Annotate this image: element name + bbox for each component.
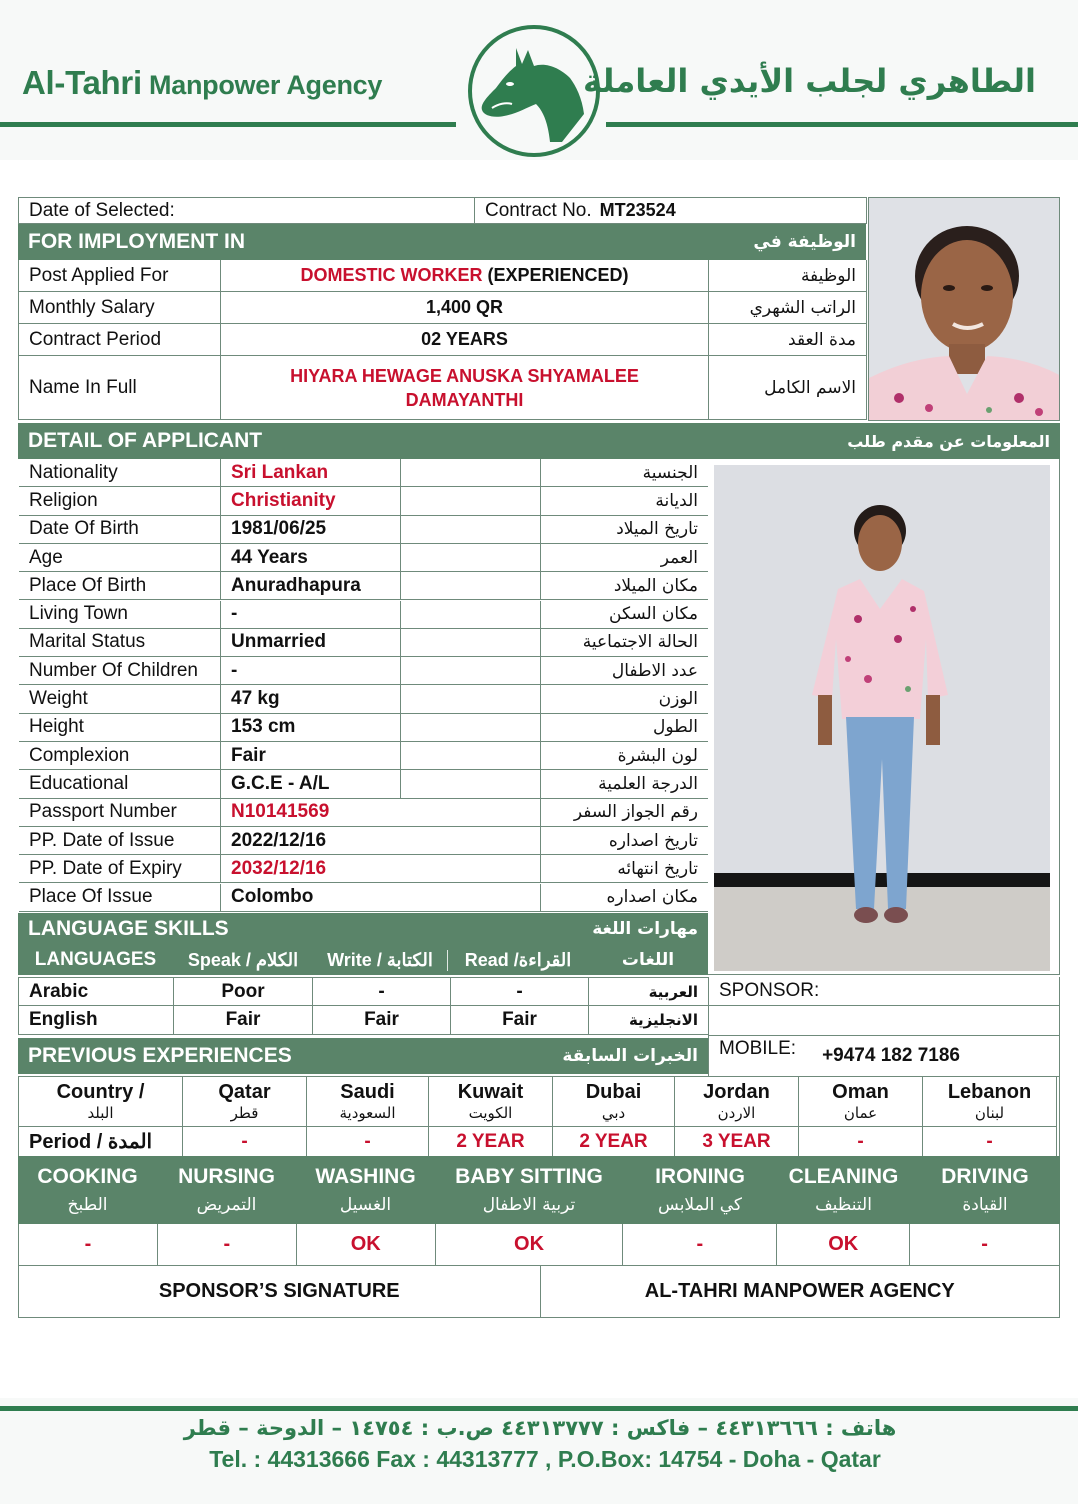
skill-header	[777, 1156, 910, 1224]
empty-cell	[401, 742, 541, 770]
row-label-ar: الدرجة العلمية	[541, 770, 709, 798]
sponsor-signature-label: SPONSOR’S SIGNATURE	[19, 1266, 541, 1318]
footer-contact-ar: هاتف : ٤٤٣١٣٦٦٦ – فاكس : ٤٤٣١٣٧٧٧ ص.ب : ١٤٧٥٤ – الدوحة – قطر	[183, 1416, 897, 1440]
agency-signature-label: AL-TAHRI MANPOWER AGENCY	[541, 1266, 1061, 1318]
empty-cell	[401, 487, 541, 515]
contract-cell	[475, 198, 867, 224]
row-label-ar: الطول	[541, 714, 709, 742]
employment-section-header	[18, 224, 866, 260]
applicant-row	[19, 657, 709, 685]
language-name-ar: الانجليزية	[589, 1006, 709, 1035]
applicant-row	[19, 516, 709, 544]
applicant-full-body-photo	[708, 459, 1060, 975]
lang-col-read: Read /القراءة	[464, 949, 572, 970]
skills-header-row	[18, 1156, 1060, 1224]
country-cell	[183, 1077, 307, 1127]
date-selected-label: Date of Selected:	[29, 199, 175, 221]
skill-name-en: NURSING	[178, 1165, 275, 1188]
skill-header	[435, 1156, 623, 1224]
skill-header	[623, 1156, 777, 1224]
country-name-en: Kuwait	[457, 1081, 524, 1103]
row-value: 2022/12/16	[221, 827, 541, 855]
skill-name-en: WASHING	[315, 1165, 416, 1188]
skill-name-ar: القيادة	[962, 1195, 1008, 1215]
country-name-en: Jordan	[703, 1081, 770, 1103]
date-selected-cell	[19, 198, 475, 224]
signature-row	[18, 1266, 1060, 1318]
country-cell	[307, 1077, 429, 1127]
empty-cell	[401, 459, 541, 487]
empty-cell	[401, 601, 541, 629]
skill-name-en: COOKING	[37, 1165, 138, 1188]
language-title-en: LANGUAGE SKILLS	[28, 917, 229, 940]
country-period: -	[923, 1127, 1057, 1157]
mobile-label: MOBILE:	[719, 1038, 797, 1059]
country-period: 2 YEAR	[429, 1127, 553, 1157]
row-label-ar: لون البشرة	[541, 742, 709, 770]
applicant-row	[19, 629, 709, 657]
row-label: Height	[19, 714, 221, 742]
write-level: Fair	[313, 1006, 451, 1035]
country-cell	[429, 1077, 553, 1127]
row-label-ar: الحالة الاجتماعية	[541, 629, 709, 657]
country-name-en: Qatar	[218, 1081, 271, 1103]
applicant-portrait-photo	[868, 197, 1060, 421]
skill-status: OK	[297, 1224, 436, 1266]
row-label-ar: الجنسية	[541, 459, 709, 487]
language-row	[18, 977, 709, 1006]
row-label-ar: تاريخ الميلاد	[541, 516, 709, 544]
skill-status: OK	[777, 1224, 910, 1266]
applicant-row	[19, 714, 709, 742]
skill-status: -	[910, 1224, 1060, 1266]
employment-row	[18, 260, 867, 292]
speak-level: Fair	[174, 1006, 313, 1035]
skill-name-ar: الطبخ	[67, 1195, 108, 1215]
skill-status: -	[158, 1224, 297, 1266]
skill-name-ar: تربية الاطفال	[482, 1195, 576, 1215]
row-label-ar: الديانة	[541, 487, 709, 515]
mobile-number: +9474 182 7186	[822, 1045, 960, 1066]
applicant-row	[19, 827, 709, 855]
row-value: G.C.E - A/L	[221, 770, 401, 798]
row-label-ar: مكان السكن	[541, 601, 709, 629]
row-label-ar: مكان اصداره	[541, 884, 709, 912]
row-label: Post Applied For	[19, 260, 221, 292]
country-name-en: Oman	[832, 1081, 889, 1103]
country-period: 3 YEAR	[675, 1127, 799, 1157]
row-value: Colombo	[221, 884, 541, 912]
skill-name-en: DRIVING	[941, 1165, 1029, 1188]
experience-period-row	[19, 1127, 1059, 1157]
applicant-row	[19, 544, 709, 572]
sponsor-field	[708, 977, 1060, 1006]
row-label: PP. Date of Expiry	[19, 855, 221, 883]
language-column-headers	[18, 945, 708, 975]
experience-country-row	[19, 1077, 1059, 1127]
row-value: 153 cm	[221, 714, 401, 742]
applicant-row	[19, 487, 709, 515]
country-name-ar: السعودية	[339, 1104, 396, 1122]
row-label: Passport Number	[19, 799, 221, 827]
applicant-row	[19, 742, 709, 770]
applicant-row	[19, 855, 709, 883]
empty-cell	[401, 714, 541, 742]
country-name-ar: قطر	[230, 1104, 259, 1122]
row-label: Weight	[19, 685, 221, 713]
empty-cell	[401, 544, 541, 572]
full-body-image	[708, 459, 1060, 975]
skill-status: -	[623, 1224, 777, 1266]
language-name: English	[19, 1006, 174, 1035]
applicant-row	[19, 601, 709, 629]
employment-row	[18, 324, 867, 356]
skill-header	[157, 1156, 296, 1224]
country-name-ar: دبي	[601, 1104, 626, 1122]
country-period: 2 YEAR	[553, 1127, 675, 1157]
contract-period-value: 02 YEARS	[221, 324, 709, 356]
row-value: Anuradhapura	[221, 572, 401, 600]
lang-col-write: Write / الكتابة	[313, 950, 448, 971]
country-cell	[923, 1077, 1057, 1127]
row-value: Christianity	[221, 487, 401, 515]
applicant-row	[19, 459, 709, 487]
lang-col-speak: Speak / الكلام	[187, 949, 299, 970]
row-value: -	[221, 601, 401, 629]
empty-cell	[401, 629, 541, 657]
country-header-cell	[19, 1077, 183, 1127]
country-label-en: Country /	[56, 1081, 145, 1103]
row-label-ar: العمر	[541, 544, 709, 572]
post-applied-value	[221, 260, 709, 292]
row-label: Complexion	[19, 742, 221, 770]
footer-divider	[0, 1406, 1078, 1411]
row-value: Fair	[221, 742, 401, 770]
contract-label: Contract No.	[485, 199, 592, 221]
brand-name-english	[22, 64, 382, 102]
country-name-en: Lebanon	[947, 1081, 1032, 1103]
applicant-row	[19, 770, 709, 798]
brand-first-word: Al-Tahri	[22, 64, 142, 101]
brand-rest: Manpower Agency	[149, 70, 383, 100]
row-label: Religion	[19, 487, 221, 515]
row-label-ar: تاريخ انتهائه	[541, 855, 709, 883]
row-label-ar: الوظيفة	[709, 260, 867, 292]
skill-name-ar: التمريض	[196, 1195, 257, 1215]
row-label: Place Of Issue	[19, 884, 221, 912]
row-label: Date Of Birth	[19, 516, 221, 544]
empty-cell	[401, 685, 541, 713]
brand-name-arabic: الطاهري لجلب الأيدي العاملة	[583, 62, 1036, 100]
row-value: 47 kg	[221, 685, 401, 713]
row-label-ar: عدد الاطفال	[541, 657, 709, 685]
row-label: Place Of Birth	[19, 572, 221, 600]
country-name-ar: لبنان	[974, 1104, 1005, 1122]
country-name-en: Saudi	[340, 1081, 395, 1103]
header-divider-left	[0, 122, 456, 127]
mobile-field	[708, 1036, 1060, 1076]
country-name-en: Dubai	[585, 1081, 642, 1103]
country-label-ar: البلد	[87, 1104, 114, 1122]
skill-header	[18, 1156, 157, 1224]
language-section-header	[18, 913, 708, 945]
full-name-value: HIYARA HEWAGE ANUSKA SHYAMALEE DAMAYANTHI	[221, 356, 709, 420]
post-title: DOMESTIC WORKER	[300, 265, 483, 285]
country-period: -	[799, 1127, 923, 1157]
row-label-ar: الاسم الكامل	[709, 356, 867, 420]
country-name-ar: عمان	[843, 1104, 878, 1122]
header-divider-right	[606, 122, 1078, 127]
language-row	[18, 1006, 709, 1035]
row-label-ar: الوزن	[541, 685, 709, 713]
sponsor-blank-line	[708, 1006, 1060, 1036]
row-value: Unmarried	[221, 629, 401, 657]
skill-status: -	[19, 1224, 158, 1266]
experience-table	[18, 1076, 1060, 1157]
skill-name-ar: الغسيل	[339, 1195, 392, 1215]
row-label-ar: تاريخ اصداره	[541, 827, 709, 855]
application-form	[18, 197, 1060, 1319]
row-label: Living Town	[19, 601, 221, 629]
experience-section-header	[18, 1038, 708, 1074]
footer	[0, 1398, 1078, 1504]
read-level: -	[451, 978, 589, 1006]
empty-cell	[401, 770, 541, 798]
applicant-row	[19, 685, 709, 713]
skills-values-row	[18, 1224, 1060, 1266]
row-value: N10141569	[221, 799, 541, 827]
row-label: Age	[19, 544, 221, 572]
empty-cell	[401, 516, 541, 544]
experience-title-ar: الخبرات السابقة	[562, 1046, 698, 1066]
speak-level: Poor	[174, 978, 313, 1006]
row-label-ar: رقم الجواز السفر	[541, 799, 709, 827]
employment-row	[18, 356, 867, 420]
row-label: Educational	[19, 770, 221, 798]
row-label: Name In Full	[19, 356, 221, 420]
row-value: -	[221, 657, 401, 685]
skill-header	[910, 1156, 1060, 1224]
country-cell	[553, 1077, 675, 1127]
applicant-title-en: DETAIL OF APPLICANT	[28, 429, 263, 452]
read-level: Fair	[451, 1006, 589, 1035]
row-label: Marital Status	[19, 629, 221, 657]
language-title-ar: مهارات اللغة	[592, 919, 698, 939]
experience-title-en: PREVIOUS EXPERIENCES	[28, 1044, 292, 1067]
country-name-ar: الكويت	[468, 1104, 513, 1122]
row-value: 2032/12/16	[221, 855, 541, 883]
employment-title-en: FOR IMPLOYMENT IN	[28, 230, 245, 253]
empty-cell	[401, 572, 541, 600]
row-label-ar: مدة العقد	[709, 324, 867, 356]
row-label: Contract Period	[19, 324, 221, 356]
skill-header	[296, 1156, 435, 1224]
row-value: 44 Years	[221, 544, 401, 572]
letterhead	[0, 0, 1078, 160]
row-label: PP. Date of Issue	[19, 827, 221, 855]
row-value: 1981/06/25	[221, 516, 401, 544]
period-label: Period / المدة	[19, 1127, 183, 1157]
applicant-row	[19, 884, 709, 912]
country-cell	[799, 1077, 923, 1127]
contract-number: MT23524	[599, 200, 676, 220]
monthly-salary-value: 1,400 QR	[221, 292, 709, 324]
applicant-section-header	[18, 423, 1060, 459]
country-cell	[675, 1077, 799, 1127]
row-label: Nationality	[19, 459, 221, 487]
row-label: Monthly Salary	[19, 292, 221, 324]
skill-name-ar: كي الملابس	[658, 1195, 742, 1215]
lang-col-ar: اللغات	[621, 950, 675, 970]
country-period: -	[307, 1127, 429, 1157]
footer-contact-en: Tel. : 44313666 Fax : 44313777 , P.O.Box: 14754 - Doha - Qatar	[209, 1446, 881, 1472]
row-label-ar: مكان الميلاد	[541, 572, 709, 600]
skill-name-en: CLEANING	[788, 1165, 899, 1188]
lang-col-languages: LANGUAGES	[34, 949, 157, 970]
applicant-row	[19, 572, 709, 600]
portrait-image	[869, 198, 1060, 421]
language-name-ar: العربية	[589, 978, 709, 1006]
empty-cell	[401, 657, 541, 685]
row-label: Number Of Children	[19, 657, 221, 685]
post-qualifier: (EXPERIENCED)	[482, 265, 629, 285]
row-label-ar: الراتب الشهري	[709, 292, 867, 324]
employment-row	[18, 292, 867, 324]
skill-name-en: BABY SITTING	[455, 1165, 603, 1188]
skill-name-ar: التنظيف	[815, 1195, 872, 1215]
country-name-ar: الاردن	[717, 1104, 756, 1122]
skill-status: OK	[436, 1224, 624, 1266]
sponsor-label: SPONSOR:	[719, 980, 820, 1001]
employment-title-ar: الوظيفة في	[753, 232, 856, 252]
applicant-title-ar: المعلومات عن مقدم طلب	[847, 431, 1050, 451]
country-period: -	[183, 1127, 307, 1157]
top-row	[18, 197, 867, 224]
row-value: Sri Lankan	[221, 459, 401, 487]
applicant-row	[19, 799, 709, 827]
skill-name-en: IRONING	[655, 1165, 745, 1188]
language-name: Arabic	[19, 978, 174, 1006]
write-level: -	[313, 978, 451, 1006]
